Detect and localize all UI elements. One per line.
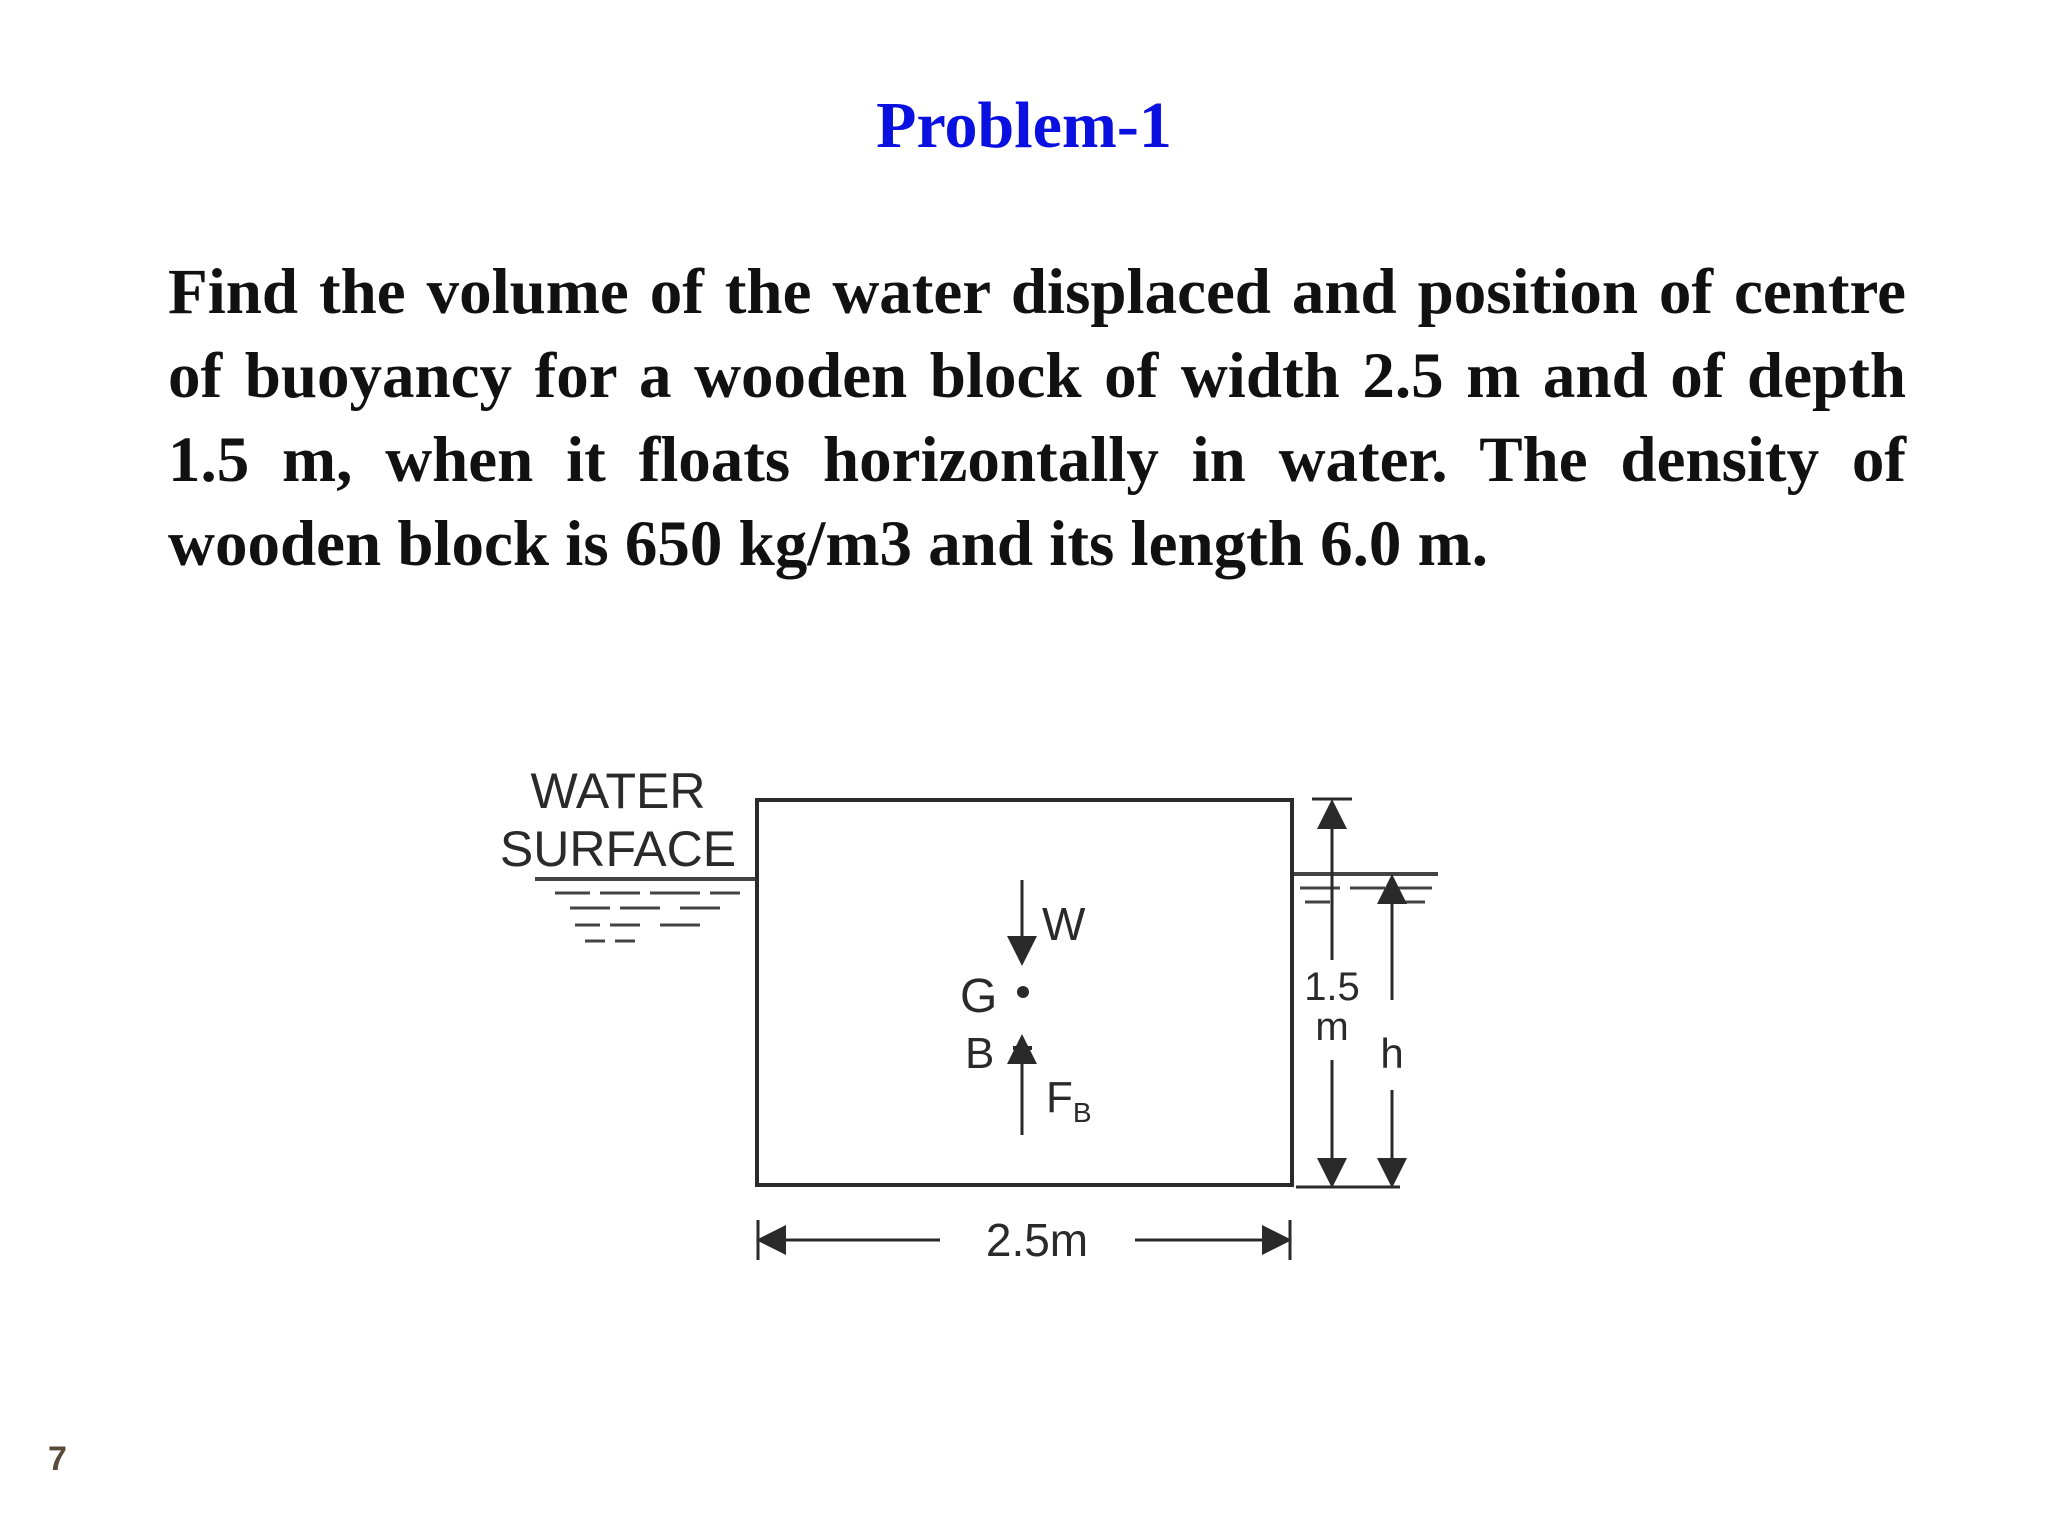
depth-label-line2: m	[1315, 1005, 1349, 1049]
water-surface-right	[1294, 874, 1438, 902]
centre-of-gravity-point	[1017, 986, 1029, 998]
buoyancy-force-label	[1046, 1073, 1092, 1128]
slide-title: Problem-1	[876, 89, 1172, 162]
buoyancy-label-sub: B	[1072, 1097, 1092, 1128]
problem-statement: Find the volume of the water displaced and position of centre of buoyancy for a wooden block of width 2.5 m and of depth 1.5 m, when it floats horizontally in water. The density of wooden block is 650 kg/m3 and its length 6.0 m.	[168, 256, 1906, 580]
width-label: 2.5m	[985, 1214, 1089, 1266]
g-label: G	[960, 970, 998, 1023]
b-label: B	[965, 1029, 995, 1078]
water-surface-left	[535, 879, 755, 941]
h-label: h	[1380, 1030, 1404, 1077]
buoyancy-label-main: F	[1046, 1073, 1073, 1122]
depth-label-line1: 1.5	[1304, 965, 1360, 1009]
weight-label: W	[1042, 898, 1086, 950]
page-number: 7	[48, 1440, 67, 1478]
water-label-line2: SURFACE	[499, 821, 737, 877]
water-label-line1: WATER	[530, 763, 706, 819]
